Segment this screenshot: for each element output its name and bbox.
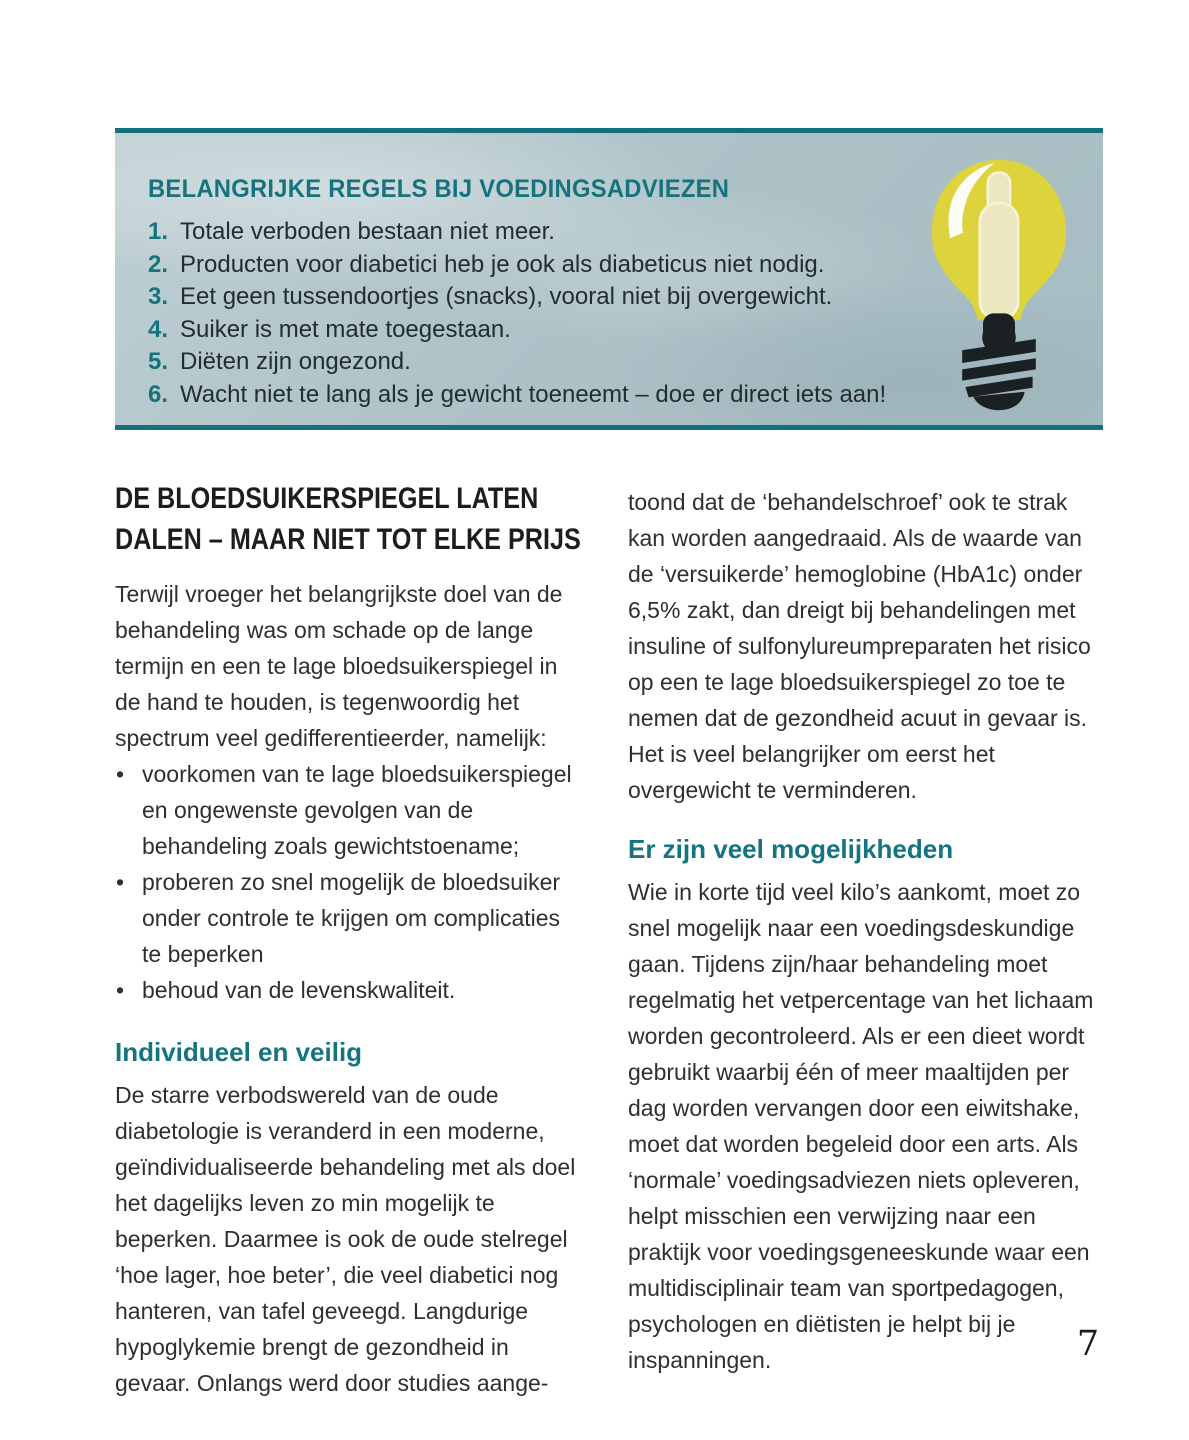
rule-item-num: 2. xyxy=(148,250,169,278)
bullet-item: • behoud van de levenskwaliteit. xyxy=(115,972,585,1008)
rule-item-text: Wacht niet te lang als je gewicht toeneemt – doe er direct iets aan! xyxy=(180,380,887,408)
rule-item-text: Diëten zijn ongezond. xyxy=(180,348,411,375)
rule-item-text: Producten voor diabetici heb je ook als diabeticus niet nodig. xyxy=(180,250,825,278)
rules-list xyxy=(148,216,893,411)
intro-paragraph: Terwijl vroeger het belangrijkste doel van de behandeling was om schade op de lange termijn en een te lage bloedsuikerspiegel in de hand te houden, is tegenwoordig het spectrum veel gedifferentieerder, namelijk: xyxy=(115,581,563,751)
left-section-paragraph: De starre verbodswereld van de oude diabetologie is veranderd in een moderne, geïndividualiseerde behandeling met als doel het dagelijks leven zo min mogelijk te beperken. Daarmee is ook de oude stelregel ‘hoe lager, hoe beter’, die veel diabetici nog hanteren, van tafel geveegd. Langdurige hypoglykemie brengt de gezondheid in gevaar. Onlangs werd door studies aange- xyxy=(115,1082,576,1396)
rule-item-text: Eet geen tussendoortjes (snacks), vooral niet bij overgewicht. xyxy=(180,283,833,310)
article-title xyxy=(115,478,589,560)
page-number: 7 xyxy=(1076,1324,1100,1364)
bullet-list xyxy=(115,756,585,1008)
rule-item-num: 1. xyxy=(148,218,169,245)
subheading-individueel-en-veilig: Individueel en veilig xyxy=(115,1037,363,1067)
article-title-line2: DALEN – MAAR NIET TOT ELKE PRIJS xyxy=(115,523,581,556)
rule-item-num: 3. xyxy=(148,283,169,310)
lightbulb-icon xyxy=(919,155,1079,416)
article-left-column xyxy=(115,478,585,1401)
rule-item-num: 4. xyxy=(148,315,169,343)
info-box-heading: BELANGRIJKE REGELS BIJ VOEDINGSADVIEZEN xyxy=(148,175,730,203)
bullet-item: • voorkomen van te lage bloedsuikerspiegel en ongewenste gevolgen van de behandeling zoals gewichtstoename; xyxy=(115,756,585,864)
rule-item xyxy=(148,379,893,412)
article-right-column xyxy=(628,484,1106,1378)
continued-paragraph: toond dat de ‘behandelschroef’ ook te strak kan worden aangedraaid. Als de waarde van de ‘versuikerde’ hemoglobine (HbA1c) onder 6,5% zakt, dan dreigt bij behandelingen met insuline of sulfonylureumpreparaten het risico op een te lage bloedsuikerspiegel zo toe te nemen dat de gezondheid acuut in gevaar is. Het is veel belangrijker om eerst het overgewicht te verminderen. xyxy=(628,489,1091,803)
subheading-er-zijn-veel-mogelijkheden: Er zijn veel mogelijkheden xyxy=(628,834,954,864)
rule-item xyxy=(148,314,893,347)
rule-item xyxy=(148,216,893,249)
rule-item xyxy=(148,346,893,379)
info-box xyxy=(115,128,1103,430)
bullet-item: • proberen zo snel mogelijk de bloedsuiker onder controle te krijgen om complicaties te beperken xyxy=(115,864,585,972)
rule-item-num: 5. xyxy=(148,348,169,375)
rule-item xyxy=(148,281,893,314)
rule-item xyxy=(148,249,893,282)
article-title-line1: DE BLOEDSUIKERSPIEGEL LATEN xyxy=(115,482,539,515)
right-section-paragraph: Wie in korte tijd veel kilo’s aankomt, moet zo snel mogelijk naar een voedingsdeskundige gaan. Tijdens zijn/haar behandeling moet regelmatig het vetpercentage van het lichaam worden gecontroleerd. Als er een dieet wordt gebruikt waarbij één of meer maaltijden per dag worden vervangen door een eiwitshake, moet dat worden begeleid door een arts. Als ‘normale’ voedingsadviezen niets opleveren, helpt misschien een verwijzing naar een praktijk voor voedingsgeneeskunde waar een multidisciplinair team van sportpedagogen, psychologen en diëtisten je helpt bij je inspanningen. xyxy=(628,879,1094,1373)
rule-item-num: 6. xyxy=(148,380,169,408)
rule-item-text: Totale verboden bestaan niet meer. xyxy=(180,218,555,245)
rule-item-text: Suiker is met mate toegestaan. xyxy=(180,315,511,343)
